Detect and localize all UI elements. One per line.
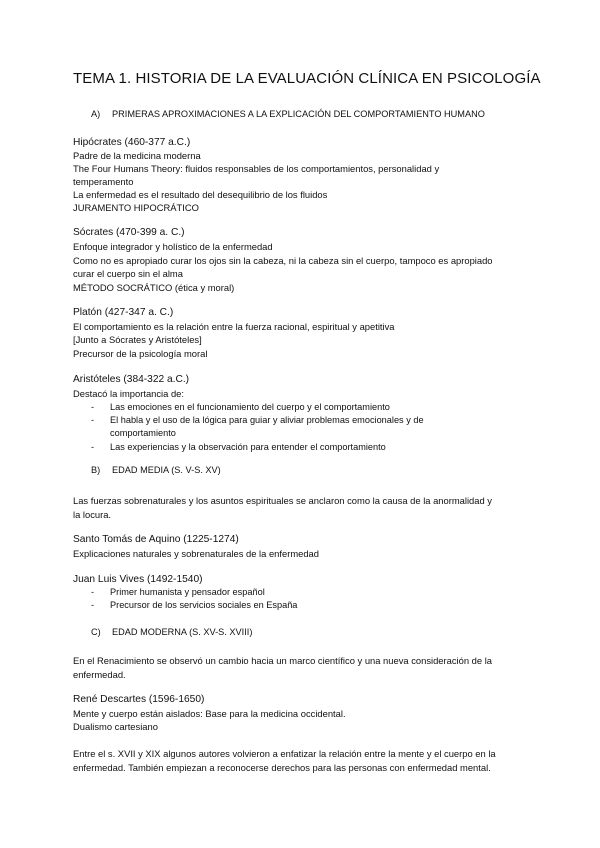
text-line: Explicaciones naturales y sobrenaturales de la enfermedad (73, 548, 319, 559)
person-name-aquino: Santo Tomás de Aquino (1225-1274) (73, 534, 239, 545)
section-b-heading (91, 465, 221, 475)
list-item-continuation: comportamiento (110, 428, 176, 438)
section-c-heading (91, 627, 252, 637)
text-line: JURAMENTO HIPOCRÁTICO (73, 202, 199, 213)
text-line: temperamento (73, 176, 134, 187)
section-a-heading (91, 109, 485, 119)
page-title: TEMA 1. HISTORIA DE LA EVALUACIÓN CLÍNICA EN PSICOLOGÍA (73, 70, 541, 87)
text-line: la locura. (73, 509, 112, 520)
section-letter: B) (91, 465, 101, 475)
text-line: curar el cuerpo sin el alma (73, 268, 183, 279)
list-item (91, 599, 297, 612)
list-item-text: Las experiencias y la observación para entender el comportamiento (110, 442, 386, 452)
text-line: enfermedad. También empiezan a reconocerse derechos para las personas con enfermedad mental. (73, 762, 491, 773)
text-line: La enfermedad es el resultado del desequilibrio de los fluidos (73, 189, 328, 200)
section-title: EDAD MODERNA (S. XV-S. XVIII) (112, 627, 253, 637)
text-line: Destacó la importancia de: (73, 388, 184, 399)
text-line: El comportamiento es la relación entre la fuerza racional, espiritual y apetitiva (73, 321, 395, 332)
person-name-aristoteles: Aristóteles (384-322 a.C.) (73, 374, 190, 385)
section-title: EDAD MEDIA (S. V-S. XV) (112, 465, 221, 475)
list-item (91, 441, 386, 454)
list-item-text: Las emociones en el funcionamiento del cuerpo y el comportamiento (110, 402, 390, 412)
text-line: Dualismo cartesiano (73, 721, 158, 732)
text-line: Como no es apropiado curar los ojos sin la cabeza, ni la cabeza sin el cuerpo, tampoco es apropiado (73, 255, 493, 266)
list-item-text: Primer humanista y pensador español (110, 587, 265, 597)
text-line: Entre el s. XVII y XIX algunos autores volvieron a enfatizar la relación entre la mente y el cuerpo en la (73, 748, 496, 759)
text-line: MÉTODO SOCRÁTICO (ética y moral) (73, 282, 235, 293)
bullet-dash: - (91, 402, 95, 412)
text-line: Padre de la medicina moderna (73, 150, 201, 161)
person-name-platon: Platón (427-347 a. C.) (73, 307, 174, 318)
bullet-dash: - (91, 600, 95, 610)
list-item (91, 586, 265, 599)
section-letter: A) (91, 109, 101, 119)
person-name-descartes: René Descartes (1596-1650) (73, 694, 205, 705)
text-line: En el Renacimiento se observó un cambio hacia un marco científico y una nueva consideración de la (73, 655, 492, 666)
text-line: enfermedad. (73, 669, 126, 680)
text-line: The Four Humans Theory: fluidos responsables de los comportamientos, personalidad y (73, 163, 440, 174)
text-line: Mente y cuerpo están aislados: Base para la medicina occidental. (73, 708, 346, 719)
text-line: Precursor de la psicología moral (73, 348, 208, 359)
person-name-hipocrates: Hipócrates (460-377 a.C.) (73, 137, 191, 148)
text-line: Enfoque integrador y holístico de la enfermedad (73, 241, 273, 252)
section-title: PRIMERAS APROXIMACIONES A LA EXPLICACIÓN DEL COMPORTAMIENTO HUMANO (112, 109, 485, 119)
list-item-text: Precursor de los servicios sociales en España (110, 600, 298, 610)
list-item-text: El habla y el uso de la lógica para guiar y aliviar problemas emocionales y de (110, 415, 424, 425)
list-item (91, 414, 424, 427)
bullet-dash: - (91, 415, 95, 425)
text-line: Las fuerzas sobrenaturales y los asuntos espirituales se anclaron como la causa de la anormalidad y (73, 495, 492, 506)
list-item (91, 401, 390, 414)
text-line: [Junto a Sócrates y Aristóteles] (73, 334, 202, 345)
bullet-dash: - (91, 587, 95, 597)
bullet-dash: - (91, 442, 95, 452)
section-letter: C) (91, 627, 101, 637)
person-name-vives: Juan Luis Vives (1492-1540) (73, 574, 203, 585)
person-name-socrates: Sócrates (470-399 a. C.) (73, 227, 185, 238)
